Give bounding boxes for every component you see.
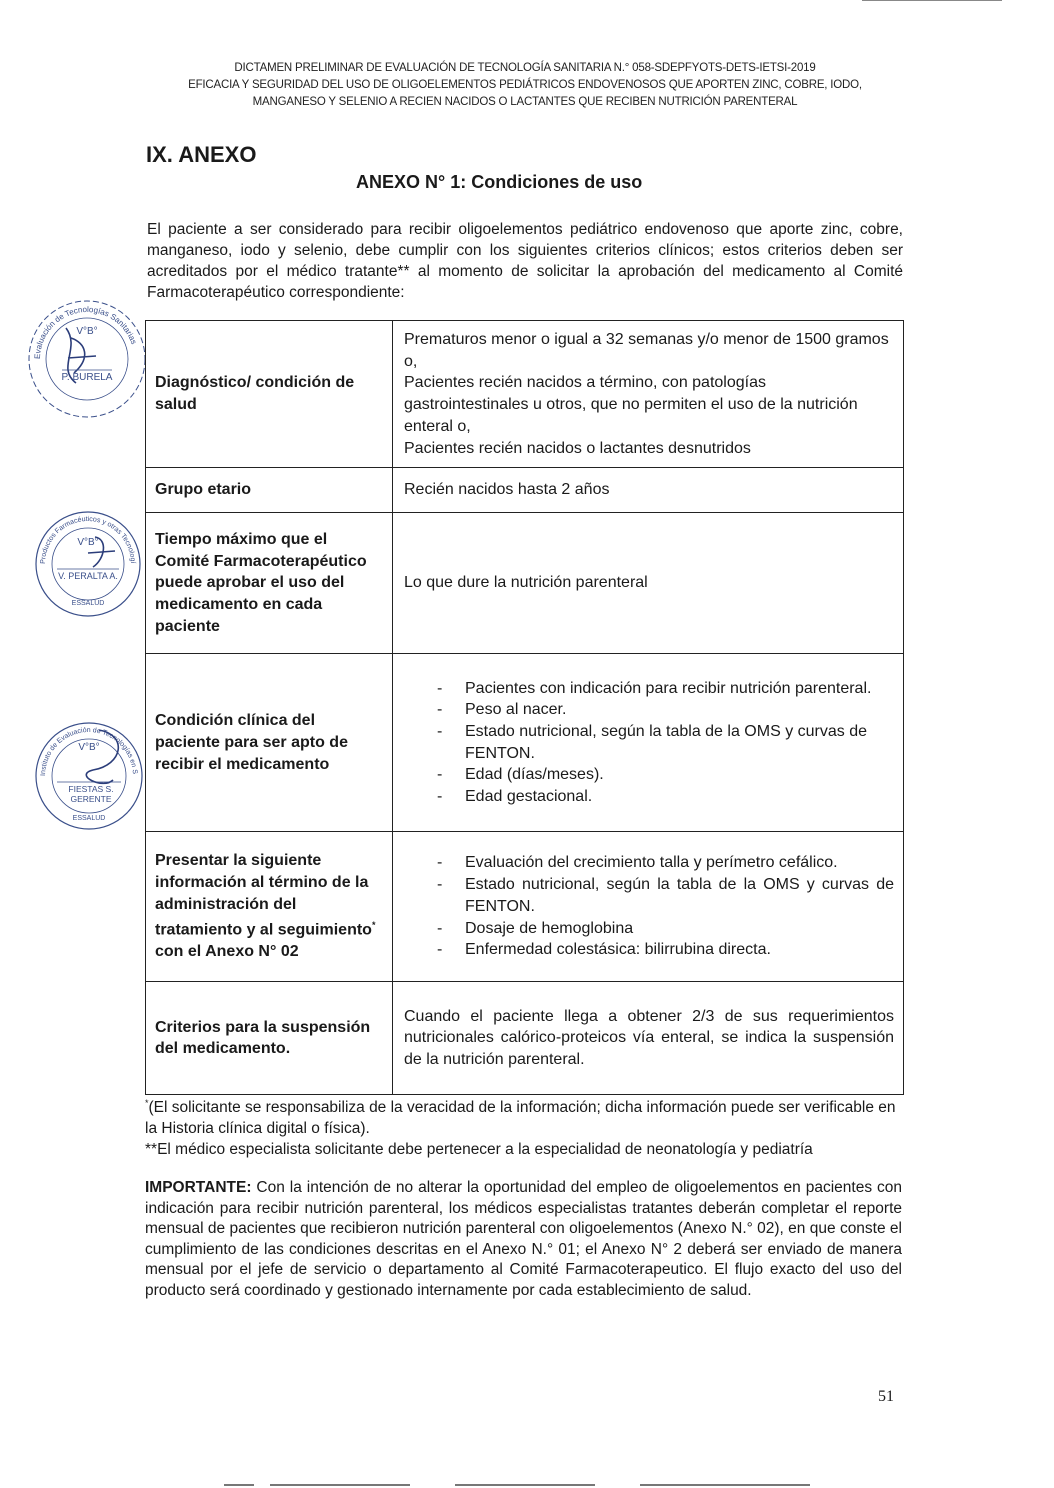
list-item: - Edad (días/meses). [437, 766, 604, 784]
list-item: - Evaluación del crecimiento talla y perímetro cefálico. [437, 854, 838, 872]
table-row [146, 982, 904, 1095]
header-line-3: MANGANESO Y SELENIO A RECIEN NACIDOS O LACTANTES QUE RECIBEN NUTRICIÓN PARENTERAL [252, 96, 798, 108]
stamp1-name: P. BURELA [61, 372, 113, 383]
stamp2-arc-text: Productos Farmacéuticos y otras Tecnologí [39, 515, 137, 565]
stamp2-vb: V°B° [77, 537, 99, 548]
diagnosis-line: Pacientes recién nacidos a término, con patologías gastrointestinales u otros, que no permiten el uso de la nutrición enteral o, [404, 374, 858, 435]
row-value-max-time: Lo que dure la nutrición parenteral [393, 513, 904, 654]
conditions-table [145, 320, 904, 1095]
stamp3-bottom: ESSALUD [72, 815, 106, 822]
list-item: - Estado nutricional, según la tabla de la OMS y curvas de FENTON. [437, 876, 894, 915]
top-rule [862, 0, 1002, 1]
footnote-2: **El médico especialista solicitante debe pertenecer a la especialidad de neonatología y pediatría [145, 1141, 813, 1159]
intro-paragraph: El paciente a ser considerado para recibir oligoelementos pediátrico endovenoso que aporte zinc, cobre, manganeso, iodo y selenio, debe cumplir con los siguientes criterios clínicos; estos criterios deben ser acreditados por el médico tratante** al momento de solicitar la aprobación del medicamento al Comité Farmacoterapéutico correspondiente: [147, 221, 903, 301]
list-item: - Dosaje de hemoglobina [437, 919, 634, 937]
header-line-2: EFICACIA Y SEGURIDAD DEL USO DE OLIGOELEMENTOS PEDIÁTRICOS ENDOVENOSOS QUE APORTEN ZINC, COBRE, IODO, [188, 79, 862, 91]
section-title: IX. ANEXO [146, 142, 257, 167]
important-text: Con la intención de no alterar la oportunidad del empleo de oligoelementos en pacientes con indicación para recibir nutrición parenteral, los médicos especialistas tratantes deberán completar el reporte mensual de pacientes que recibieron nutrición parenteral con oligoelementos (Anexo N.° 02), en que conste el cumplimiento de las condiciones descritas en el Anexo N.° 01; el Anexo N° 2 deberá ser enviado de manera mensual por el jefe de servicio o departamento al Comité Farmacoterapeutico. El flujo exacto del uso del producto será coordinado y gestionado internamente por cada establecimiento de salud. [145, 1179, 902, 1299]
list-item: - Enfermedad colestásica: bilirrubina directa. [437, 941, 771, 959]
row-value-clinical-condition [393, 654, 904, 832]
row-label-diagnosis: Diagnóstico/ condición de salud [146, 321, 393, 468]
document-header [150, 60, 900, 111]
row-value-diagnosis [393, 321, 904, 468]
stamp1-vb: V°B° [76, 326, 98, 337]
row-label-suspension: Criterios para la suspensión del medicamento. [146, 982, 393, 1095]
stamp3-arc-text: Instituto de Evaluación de Tecnologías en S [39, 726, 138, 777]
list-item: - Pacientes con indicación para recibir nutrición parenteral. [437, 679, 872, 697]
important-label: IMPORTANTE: [145, 1179, 252, 1196]
diagnosis-line: Pacientes recién nacidos o lactantes desnutridos [404, 439, 751, 457]
bottom-rule [224, 1484, 254, 1486]
row-label-clinical-condition: Condición clínica del paciente para ser apto de recibir el medicamento [146, 654, 393, 832]
list-item: - Estado nutricional, según la tabla de la OMS y curvas de FENTON. [437, 723, 867, 762]
header-line-1: DICTAMEN PRELIMINAR DE EVALUACIÓN DE TECNOLOGÍA SANITARIA N.° 058-SDEPFYOTS-DETS-IETSI-2019 [234, 62, 816, 74]
row-value-present-info [393, 832, 904, 982]
table-row [146, 321, 904, 468]
bottom-rule [455, 1484, 595, 1486]
row-label-age-group: Grupo etario [146, 468, 393, 513]
stamp3-name: FIESTAS S. [68, 784, 114, 794]
annex-title: ANEXO N° 1: Condiciones de uso [356, 172, 643, 192]
stamp1-arc-text: Evaluación de Tecnologías Sanitarias [32, 304, 139, 360]
stamp3-role: GERENTE [70, 794, 112, 804]
table-row [146, 832, 904, 982]
footnotes [145, 1093, 902, 1160]
footnote-1: *(El solicitante se responsabiliza de la veracidad de la información; dicha información puede ser verificable en la Historia clínica digital o física). [145, 1098, 896, 1138]
stamp2-name: V. PERALTA A. [58, 571, 118, 581]
stamp3-vb: V°B° [78, 742, 100, 753]
page-number: 51 [878, 1388, 894, 1405]
bottom-rule [270, 1484, 410, 1486]
important-paragraph [145, 1178, 902, 1301]
approval-stamp-burela [26, 298, 148, 420]
stamp2-bottom: ESSALUD [71, 600, 105, 607]
list-item: - Peso al nacer. [437, 701, 567, 719]
row-value-age-group: Recién nacidos hasta 2 años [393, 468, 904, 513]
table-row [146, 468, 904, 513]
approval-stamp-fiestas [33, 720, 145, 832]
list-item: - Edad gestacional. [437, 788, 593, 806]
row-label-max-time: Tiempo máximo que el Comité Farmacoterapéutico puede aprobar el uso del medicamento en cada paciente [146, 513, 393, 654]
table-row [146, 654, 904, 832]
row-label-present-info: Presentar la siguiente información al término de la administración del tratamiento y al seguimiento* con el Anexo N° 02 [146, 832, 393, 982]
approval-stamp-peralta [33, 509, 143, 619]
diagnosis-line: Prematuros menor o igual a 32 semanas y/o menor de 1500 gramos o, [404, 331, 889, 370]
bottom-rule [640, 1484, 810, 1486]
row-value-suspension: Cuando el paciente llega a obtener 2/3 de sus requerimientos nutricionales calórico-proteicos vía enteral, se indica la suspensión de la nutrición parenteral. [393, 982, 904, 1095]
table-row [146, 513, 904, 654]
